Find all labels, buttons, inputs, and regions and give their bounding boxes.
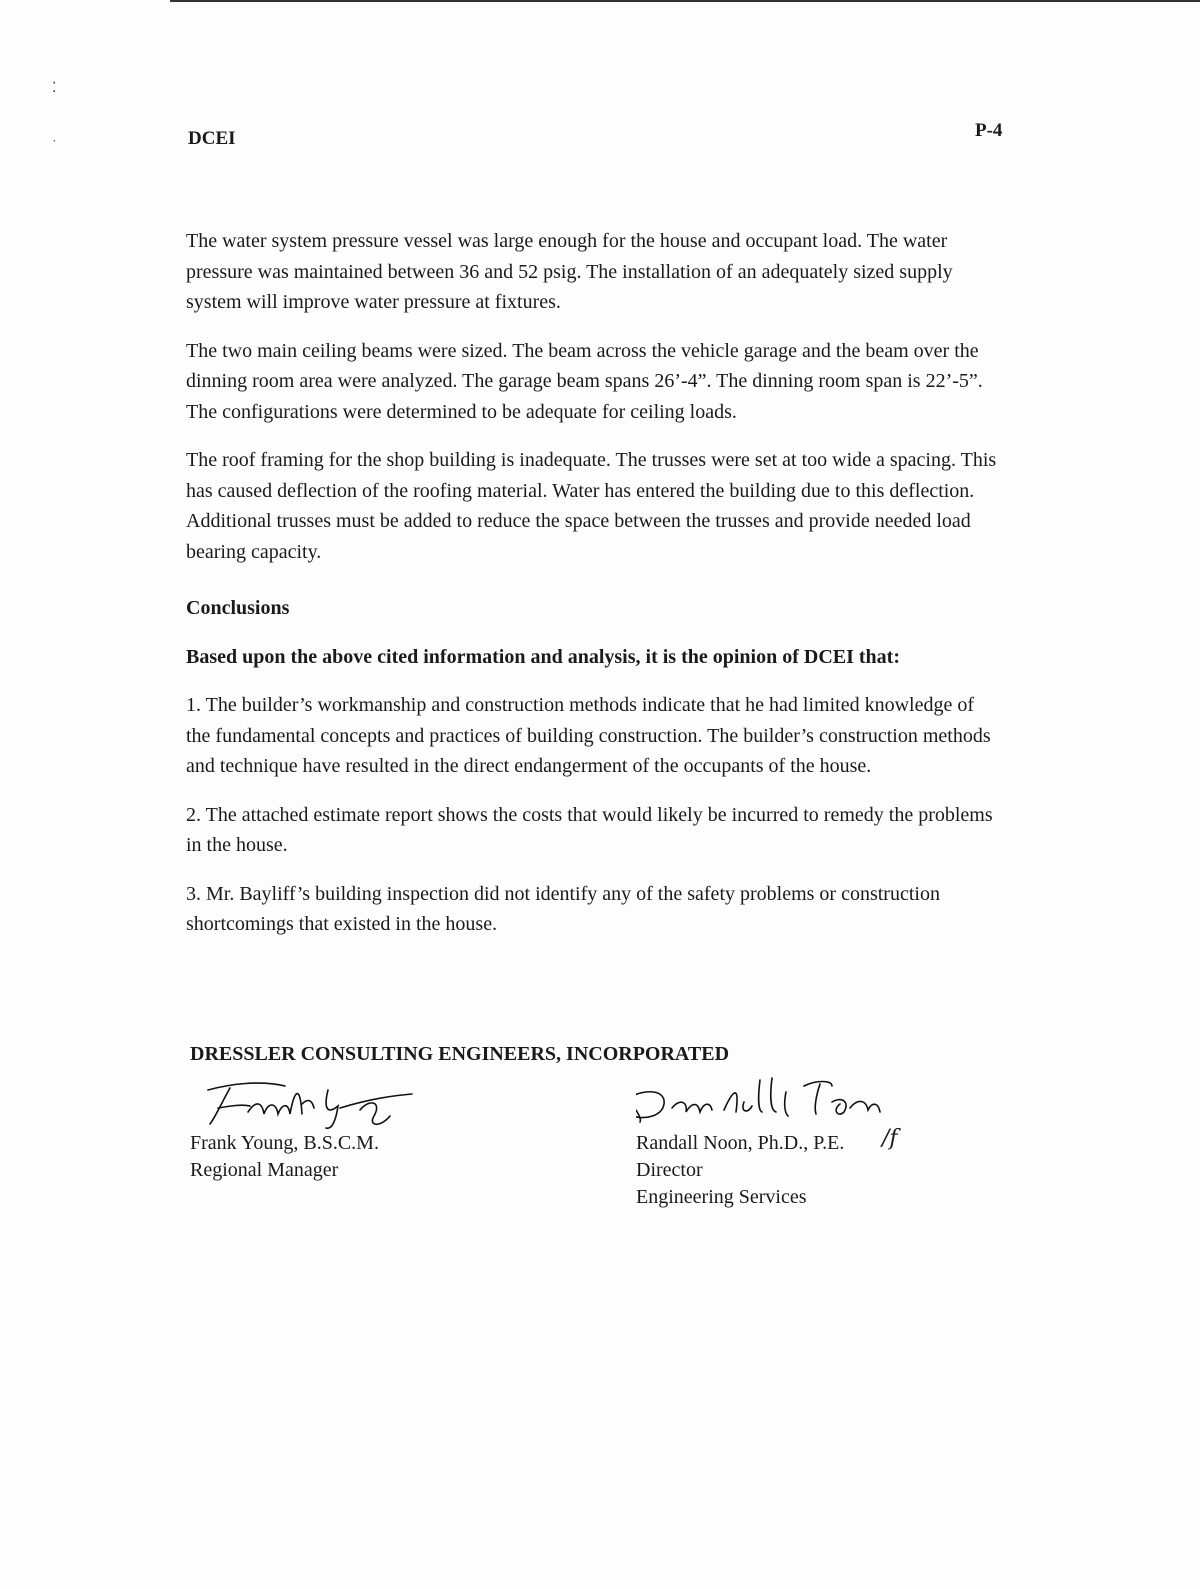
paragraph-roof-framing: The roof framing for the shop building is inadequate. The trusses were set at too wide a spacing. This has caused deflection of the roofing material. Water has entered the building due to this deflection. Additional trusses must be added to reduce the space between the trusses and provide needed load bearing capacity. [186, 449, 997, 563]
handwritten-signature-frank-young [190, 1072, 470, 1130]
signer-right-name: Randall Noon, Ph.D., P.E. [636, 1132, 845, 1154]
conclusion-item-2: 2. The attached estimate report shows the costs that would likely be incurred to remedy the problems in the house. [186, 803, 993, 856]
signer-left-name: Frank Young, B.S.C.M. [190, 1132, 379, 1154]
company-name: DRESSLER CONSULTING ENGINEERS, INCORPORATED [190, 1043, 730, 1065]
top-rule [170, 0, 1200, 2]
header-left: DCEI [188, 128, 236, 149]
paragraph-ceiling-beams: The two main ceiling beams were sized. The beam across the vehicle garage and the beam over the dinning room area were analyzed. The garage beam spans 26’-4”. The dinning room span is 22’-5”. The configurations were determined to be adequate for ceiling loads. [186, 339, 983, 423]
signer-left-title: Regional Manager [190, 1159, 339, 1181]
edge-mark: ⁚ [52, 81, 57, 96]
page-number: P-4 [975, 120, 1003, 141]
signature-block-left [190, 1072, 470, 1184]
signer-right-department: Engineering Services [636, 1186, 807, 1208]
signer-right-title: Director [636, 1159, 703, 1181]
paragraph-water-system: The water system pressure vessel was large enough for the house and occupant load. The water pressure was maintained between 36 and 52 psig. The installation of an adequately sized supply system will improve water pressure at fixtures. [186, 230, 953, 313]
conclusion-item-1: 1. The builder’s workmanship and construction methods indicate that he had limited knowledge of the fundamental concepts and practices of building construction. The builder’s construction methods and technique have resulted in the direct endangerment of the occupants of the house. [186, 694, 991, 777]
conclusions-heading: Conclusions [186, 597, 290, 619]
conclusion-item-3: 3. Mr. Bayliff’s building inspection did not identify any of the safety problems or construction shortcomings that existed in the house. [186, 882, 940, 935]
typist-initials: /f [882, 1126, 898, 1151]
signature-block-right [636, 1072, 916, 1211]
handwritten-signature-randall-noon [636, 1072, 916, 1130]
edge-mark: ˙ [52, 138, 57, 153]
conclusions-subheading: Based upon the above cited information and analysis, it is the opinion of DCEI that: [186, 645, 900, 668]
document-body [186, 226, 1001, 958]
